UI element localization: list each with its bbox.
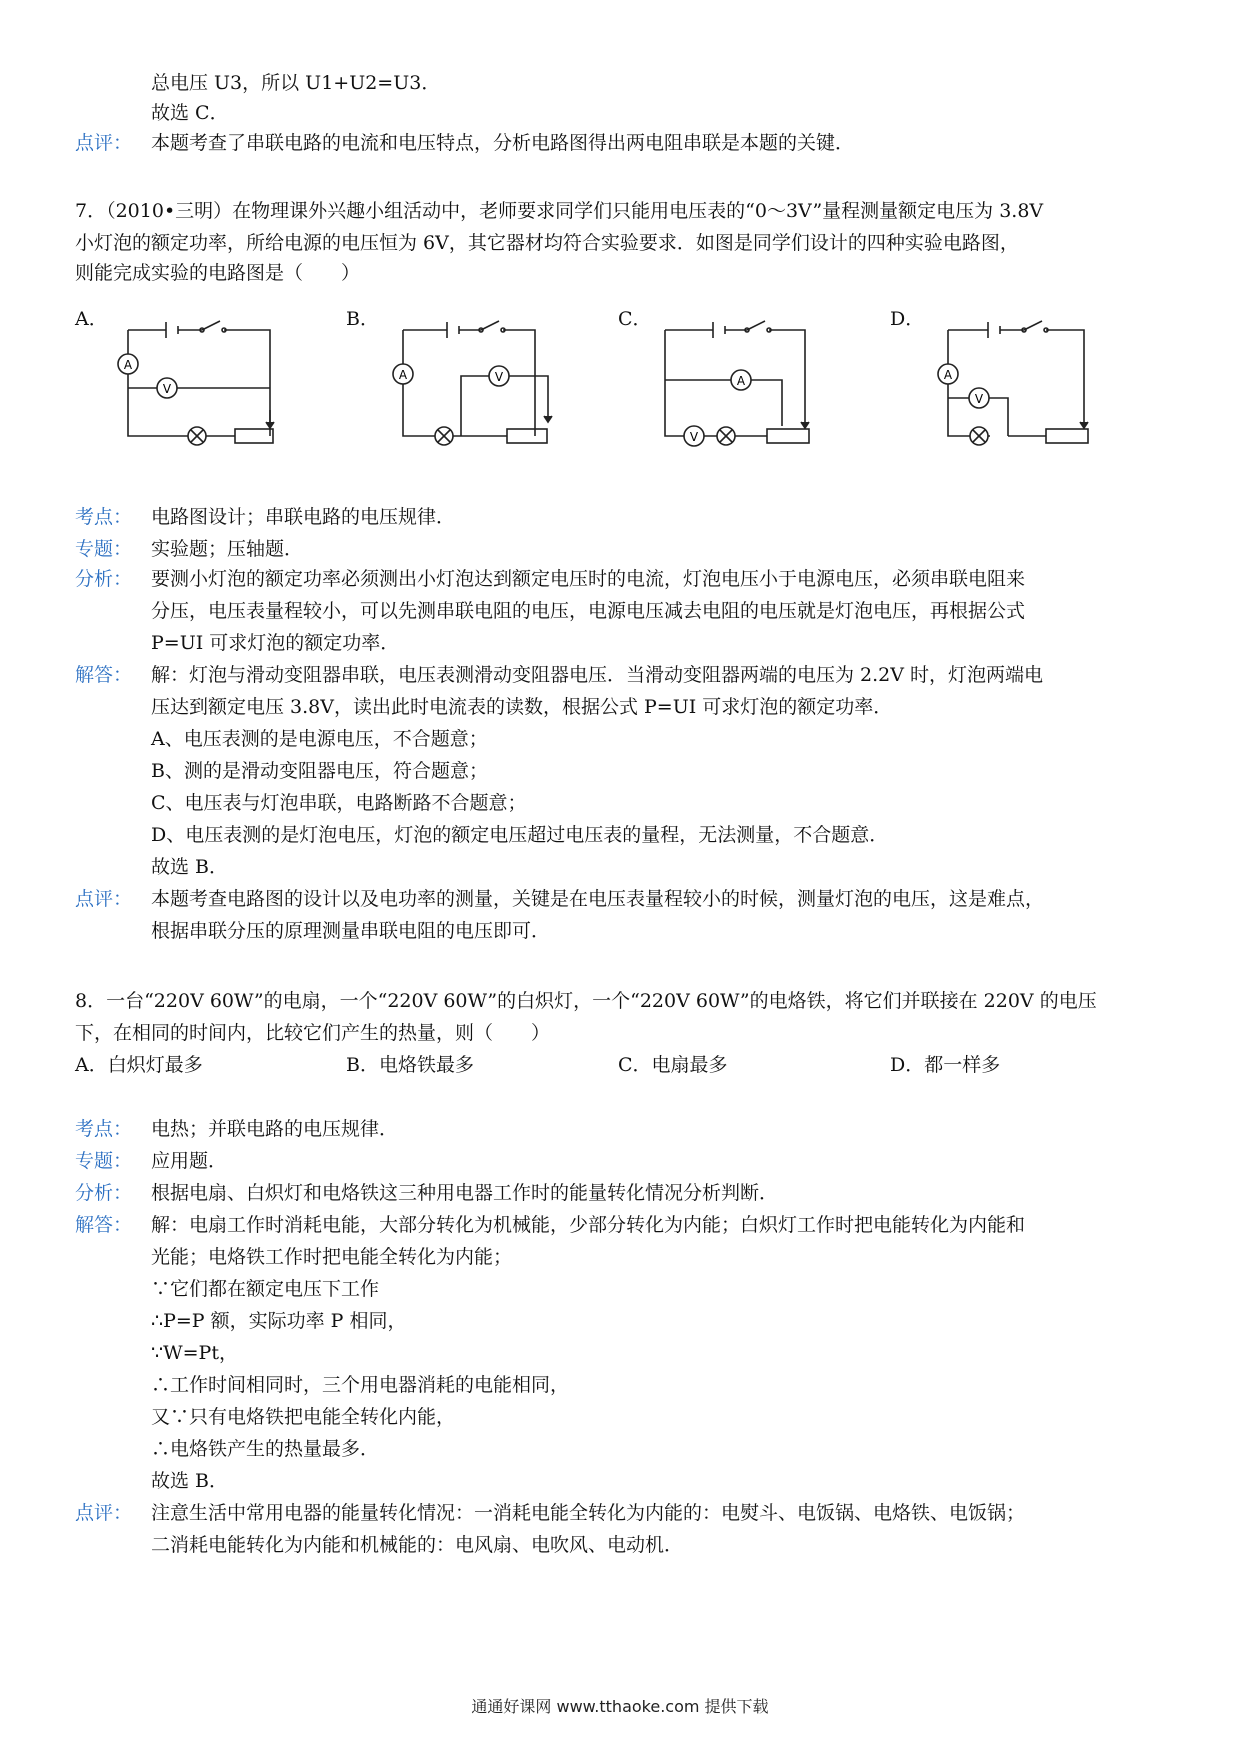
voltmeter-icon: [684, 426, 704, 446]
ammeter-icon: [731, 370, 751, 390]
voltmeter-icon: [489, 366, 509, 386]
q7-pingjia-2: 根据串联分压的原理测量串联电阻的电压即可．: [151, 920, 551, 942]
circuit-diagram-c: [655, 318, 830, 458]
q7-option-c-label: C．: [618, 308, 652, 330]
q8-option-b: B．电烙铁最多: [346, 1054, 474, 1076]
q7-jieda-3: A、电压表测的是电源电压，不合题意；: [151, 728, 488, 750]
page-footer: 通通好课网 www.tthaoke.com 提供下载: [471, 1697, 769, 1716]
q8-pingjia-2: 二消耗电能转化为内能和机械能的：电风扇、电吹风、电动机．: [151, 1534, 684, 1556]
circuit-diagram-b: [385, 318, 560, 458]
q8-stem-1: 8．一台“220V 60W”的电扇，一个“220V 60W”的白炽灯，一个“220V 60W”的电烙铁，将它们并联接在 220V 的电压: [75, 990, 1097, 1012]
ammeter-icon: [938, 364, 958, 384]
q8-jieda-6: ∴工作时间相同时，三个用电器消耗的电能相同，: [151, 1374, 570, 1396]
q7-jieda-1: 解：灯泡与滑动变阻器串联，电压表测滑动变阻器电压．当滑动变阻器两端的电压为 2.2V 时，灯泡两端电: [151, 664, 1044, 686]
svg-text:A: A: [398, 368, 408, 382]
svg-text:V: V: [974, 392, 984, 406]
q7-pingjia-1: 本题考查电路图的设计以及电功率的测量，关键是在电压表量程较小的时候，测量灯泡的电压，这是难点，: [151, 888, 1045, 910]
q7-zhuanti-label: 专题：: [75, 538, 133, 560]
q8-jieda-9: 故选 B．: [151, 1470, 229, 1492]
q8-kaodian: 电热；并联电路的电压规律．: [151, 1118, 399, 1140]
ammeter-icon: [118, 354, 138, 374]
q7-fenxi-1: 要测小灯泡的额定功率必须测出小灯泡达到额定电压时的电流，灯泡电压小于电源电压，必须串联电阻来: [151, 568, 1026, 590]
q7-jieda-5: C、电压表与灯泡串联，电路断路不合题意；: [151, 792, 527, 814]
q8-option-a: A．白炽灯最多: [75, 1054, 203, 1076]
ammeter-icon: [393, 364, 413, 384]
q8-jieda-3: ∵它们都在额定电压下工作: [151, 1278, 380, 1300]
q6-line-2: 故选 C．: [151, 102, 229, 124]
q8-stem-2: 下，在相同的时间内，比较它们产生的热量，则（ ）: [75, 1022, 551, 1044]
svg-text:A: A: [123, 358, 133, 372]
svg-text:V: V: [689, 430, 699, 444]
circuit-diagram-a: [110, 318, 285, 458]
q8-fenxi: 根据电扇、白炽灯和电烙铁这三种用电器工作时的能量转化情况分析判断．: [151, 1182, 779, 1204]
circuit-diagram-d: [928, 318, 1103, 458]
q8-jieda-7: 又∵只有电烙铁把电能全转化内能，: [151, 1406, 456, 1428]
q7-fenxi-3: P=UI 可求灯泡的额定功率．: [151, 632, 400, 654]
q8-pingjia-label: 点评：: [75, 1502, 133, 1524]
q7-jieda-label: 解答：: [75, 664, 133, 686]
lamp-icon: [435, 427, 453, 445]
q8-zhuanti-label: 专题：: [75, 1150, 133, 1172]
q7-option-d-label: D．: [890, 308, 925, 330]
q8-zhuanti: 应用题．: [151, 1150, 228, 1172]
q6-comment: 本题考查了串联电路的电流和电压特点，分析电路图得出两电阻串联是本题的关键．: [151, 132, 855, 154]
voltmeter-icon: [157, 378, 177, 398]
q7-jieda-4: B、测的是滑动变阻器电压，符合题意；: [151, 760, 488, 782]
q7-option-a-label: A．: [75, 308, 108, 330]
q8-jieda-5: ∵W=Pt，: [151, 1342, 238, 1364]
q7-option-b-label: B．: [346, 308, 379, 330]
q7-fenxi-label: 分析：: [75, 568, 133, 590]
q7-jieda-2: 压达到额定电压 3.8V，读出此时电流表的读数，根据公式 P=UI 可求灯泡的额定功率．: [151, 696, 893, 718]
q7-jieda-7: 故选 B．: [151, 856, 229, 878]
q7-pingjia-label: 点评：: [75, 888, 133, 910]
q8-option-d: D．都一样多: [890, 1054, 1001, 1076]
q7-kaodian-label: 考点：: [75, 506, 133, 528]
lamp-icon: [970, 427, 988, 445]
q8-kaodian-label: 考点：: [75, 1118, 133, 1140]
q7-zhuanti: 实验题；压轴题．: [151, 538, 304, 560]
q7-stem-3: 则能完成实验的电路图是（ ）: [75, 262, 361, 284]
q8-pingjia-1: 注意生活中常用电器的能量转化情况：一消耗电能全转化为内能的：电熨斗、电饭锅、电烙铁、电饭锅；: [151, 1502, 1026, 1524]
svg-text:A: A: [736, 374, 746, 388]
q7-fenxi-2: 分压，电压表量程较小，可以先测串联电阻的电压，电源电压减去电阻的电压就是灯泡电压，再根据公式: [151, 600, 1026, 622]
q7-kaodian: 电路图设计；串联电路的电压规律．: [151, 506, 456, 528]
lamp-icon: [717, 427, 735, 445]
q8-option-c: C．电扇最多: [618, 1054, 728, 1076]
q8-jieda-2: 光能；电烙铁工作时把电能全转化为内能；: [151, 1246, 513, 1268]
svg-text:V: V: [494, 370, 504, 384]
svg-text:V: V: [162, 382, 172, 396]
q8-jieda-label: 解答：: [75, 1214, 133, 1236]
q8-jieda-1: 解：电扇工作时消耗电能，大部分转化为机械能，少部分转化为内能；白炽灯工作时把电能转化为内能和: [151, 1214, 1026, 1236]
q8-fenxi-label: 分析：: [75, 1182, 133, 1204]
q8-jieda-8: ∴电烙铁产生的热量最多．: [151, 1438, 380, 1460]
q7-jieda-6: D、电压表测的是灯泡电压，灯泡的额定电压超过电压表的量程，无法测量，不合题意．: [151, 824, 889, 846]
voltmeter-icon: [969, 388, 989, 408]
lamp-icon: [188, 427, 206, 445]
svg-text:A: A: [943, 368, 953, 382]
q6-comment-label: 点评：: [75, 132, 133, 154]
q7-stem-1: 7．（2010•三明）在物理课外兴趣小组活动中，老师要求同学们只能用电压表的“0～3V”量程测量额定电压为 3.8V: [75, 200, 1044, 222]
q7-stem-2: 小灯泡的额定功率，所给电源的电压恒为 6V，其它器材均符合实验要求．如图是同学们设计的四种实验电路图，: [75, 232, 1019, 254]
q8-jieda-4: ∴P=P 额，实际功率 P 相同，: [151, 1310, 407, 1332]
q6-line-1: 总电压 U3，所以 U1+U2=U3．: [151, 72, 441, 94]
